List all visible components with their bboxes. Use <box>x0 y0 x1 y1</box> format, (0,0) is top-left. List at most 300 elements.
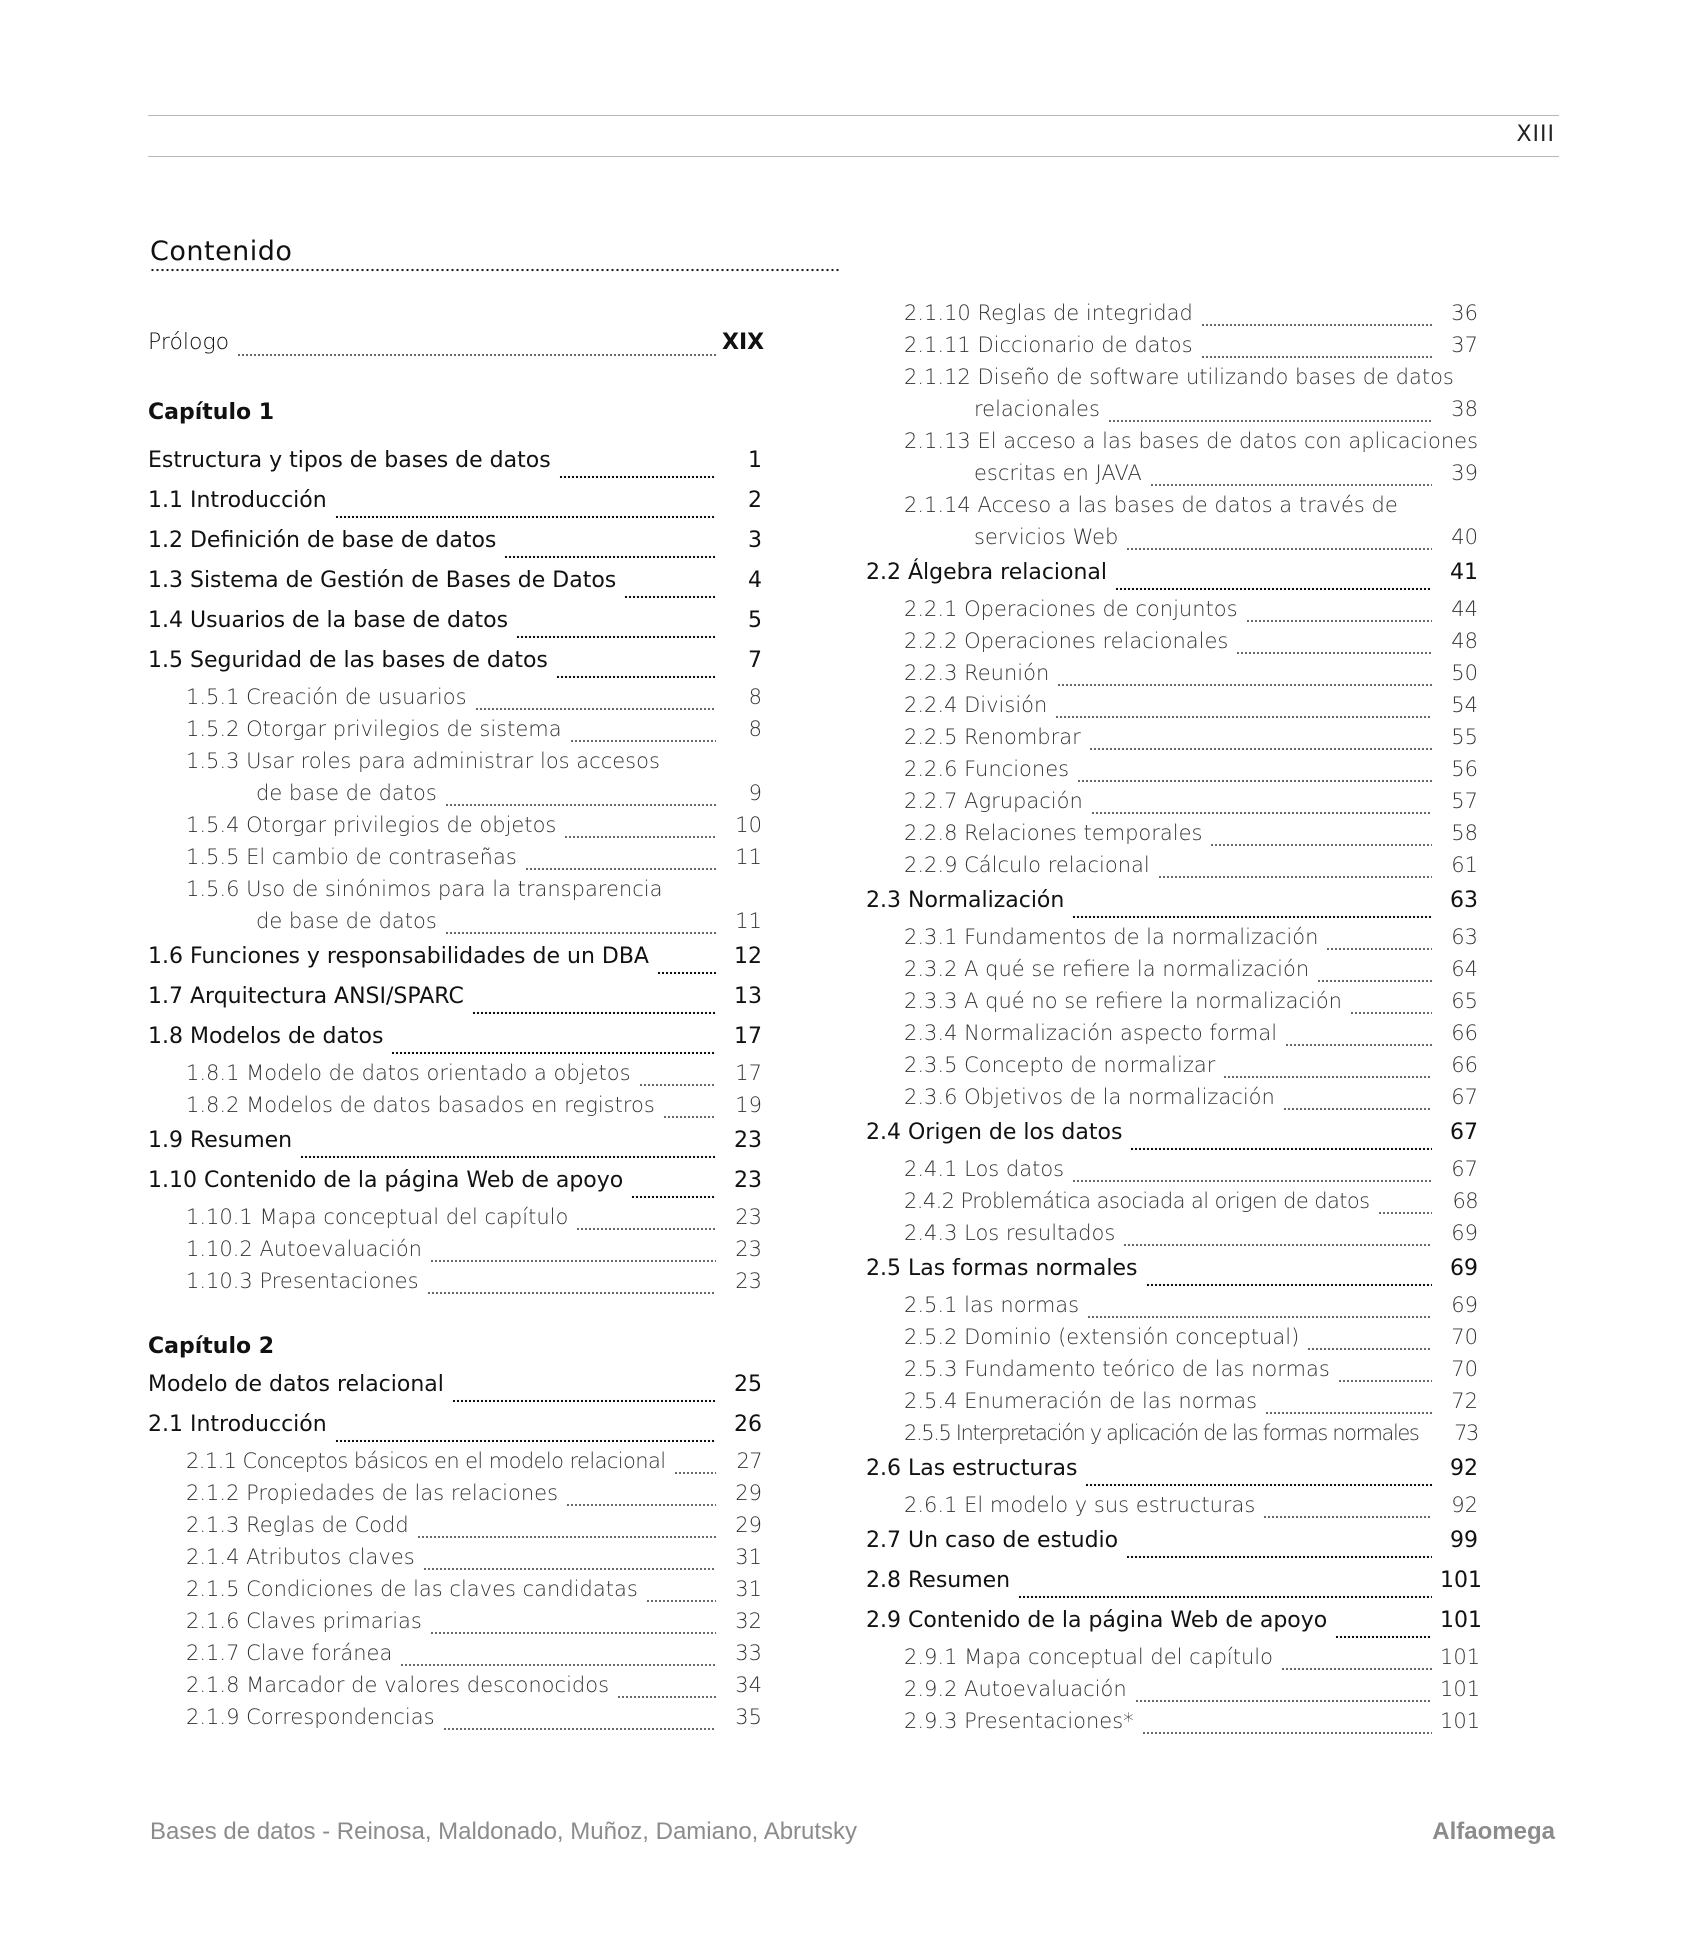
toc-entry[interactable] <box>866 489 1478 553</box>
toc-page: 40 <box>1451 525 1478 549</box>
dot-leader <box>1307 1333 1432 1353</box>
toc-entry[interactable] <box>148 601 762 641</box>
dot-leader <box>674 1457 717 1477</box>
toc-page: 38 <box>1451 397 1478 421</box>
dot-leader <box>1087 1301 1432 1321</box>
toc-label: 2.2 Álgebra relacional <box>866 560 1108 585</box>
toc-page: 70 <box>1451 1325 1478 1349</box>
chapter-2-heading: Capítulo 2 <box>148 1334 275 1359</box>
dot-leader <box>624 581 716 601</box>
toc-entry[interactable] <box>866 1641 1481 1673</box>
toc-page: 10 <box>735 813 762 837</box>
toc-label: 2.2.1 Operaciones de conjuntos <box>904 597 1238 621</box>
dot-leader <box>1091 797 1432 817</box>
toc-entry[interactable] <box>148 745 762 809</box>
toc-label: 1.8 Modelos de datos <box>148 1024 384 1049</box>
toc-right-column <box>866 297 1482 1737</box>
toc-label: 1.10.1 Mapa conceptual del capítulo <box>186 1205 569 1229</box>
toc-page: 25 <box>734 1372 762 1397</box>
toc-page: 39 <box>1451 461 1478 485</box>
toc-label: 2.2.3 Reunión <box>904 661 1050 685</box>
toc-entry[interactable] <box>866 881 1478 921</box>
toc-label: 2.4.2 Problemática asociada al origen de datos <box>904 1189 1370 1213</box>
toc-page: XIX <box>722 330 765 355</box>
toc-page: 69 <box>1451 1221 1478 1245</box>
toc-page: 34 <box>735 1673 762 1697</box>
toc-page: 92 <box>1450 1456 1478 1481</box>
dot-leader <box>1210 829 1432 849</box>
toc-label: 2.1.2 Propiedades de las relaciones <box>186 1481 559 1505</box>
toc-entry[interactable] <box>866 297 1478 329</box>
toc-label: 1.5.1 Creación de usuarios <box>186 685 467 709</box>
toc-page: 31 <box>735 1545 762 1569</box>
dot-leader <box>1077 765 1432 785</box>
dot-leader <box>445 917 716 937</box>
toc-page: 99 <box>1450 1528 1478 1553</box>
toc-page: 11 <box>735 909 762 933</box>
dot-leader <box>1201 309 1432 329</box>
dot-leader <box>1246 605 1432 625</box>
toc-label: 2.1.9 Correspondencias <box>186 1705 435 1729</box>
dot-leader <box>1108 405 1432 425</box>
toc-entry[interactable] <box>148 1265 762 1297</box>
dot-leader <box>335 501 716 521</box>
toc-label: 2.1.8 Marcador de valores desconocidos <box>186 1673 610 1697</box>
toc-label: 2.5.1 las normas <box>904 1293 1080 1317</box>
dot-leader <box>423 1553 716 1573</box>
toc-page: 8 <box>748 717 762 741</box>
toc-label: 2.6.1 El modelo y sus estructuras <box>904 1493 1256 1517</box>
toc-label: 2.3.1 Fundamentos de la normalización <box>904 925 1319 949</box>
toc-entry[interactable] <box>866 689 1478 721</box>
toc-page: 48 <box>1451 629 1478 653</box>
toc-entry[interactable] <box>866 361 1478 425</box>
toc-entry[interactable] <box>866 753 1478 785</box>
toc-entry[interactable] <box>866 921 1478 953</box>
dot-leader <box>1115 573 1432 593</box>
toc-entry[interactable] <box>148 521 762 561</box>
toc-entry[interactable] <box>148 809 762 841</box>
toc-page: 92 <box>1451 1493 1478 1517</box>
toc-page: 44 <box>1451 597 1478 621</box>
toc-page: 101 <box>1440 1568 1482 1593</box>
toc-entry[interactable] <box>866 1417 1478 1449</box>
toc-entry[interactable] <box>148 841 762 873</box>
toc-label: 2.4 Origen de los datos <box>866 1120 1123 1145</box>
dot-leader <box>1126 533 1432 553</box>
toc-entry[interactable] <box>148 641 762 681</box>
toc-page: 35 <box>735 1705 762 1729</box>
toc-label: 1.1 Introducción <box>148 488 327 513</box>
toc-label: 1.4 Usuarios de la base de datos <box>148 608 509 633</box>
toc-label: 1.6 Funciones y responsabilidades de un DBA <box>148 944 649 969</box>
toc-entry[interactable] <box>866 1385 1478 1417</box>
toc-page: 101 <box>1440 1608 1482 1633</box>
toc-entry[interactable] <box>866 785 1478 817</box>
toc-entry[interactable] <box>866 1153 1478 1185</box>
toc-label: 2.9.1 Mapa conceptual del capítulo <box>904 1645 1273 1669</box>
toc-label: 1.5.6 Uso de sinónimos para la transparencia <box>186 877 663 901</box>
toc-label: 2.1.7 Clave foránea <box>186 1641 393 1665</box>
dot-leader <box>570 725 716 745</box>
toc-label: 2.5.5 Interpretación y aplicación de las formas normales <box>904 1421 1419 1445</box>
toc-page: 64 <box>1451 957 1478 981</box>
dot-leader <box>1085 1469 1432 1489</box>
dot-leader <box>1055 701 1432 721</box>
toc-page: 66 <box>1451 1021 1478 1045</box>
toc-label: 2.5.3 Fundamento teórico de las normas <box>904 1357 1330 1381</box>
dot-leader <box>1130 1133 1432 1153</box>
toc-label: 2.1.14 Acceso a las bases de datos a través de <box>904 493 1398 517</box>
toc-page: 37 <box>1451 333 1478 357</box>
toc-entry[interactable] <box>148 561 762 601</box>
dot-leader <box>391 1037 716 1057</box>
toc-label: 1.8.1 Modelo de datos orientado a objetos <box>186 1061 631 1085</box>
toc-page: 58 <box>1451 821 1478 845</box>
toc-page: 1 <box>748 448 762 473</box>
toc-page: 17 <box>734 1024 762 1049</box>
toc-entry[interactable] <box>866 1113 1478 1153</box>
toc-page: 13 <box>734 984 762 1009</box>
toc-label: 1.5 Seguridad de las bases de datos <box>148 648 548 673</box>
dot-leader <box>430 1245 716 1265</box>
toc-label: Modelo de datos relacional <box>148 1372 444 1397</box>
toc-entry[interactable] <box>866 1217 1478 1249</box>
toc-page: 73 <box>1454 1421 1478 1445</box>
toc-label: de base de datos <box>256 909 437 933</box>
toc-entry[interactable] <box>148 1573 762 1605</box>
toc-entry[interactable] <box>866 1673 1481 1705</box>
toc-page: 55 <box>1451 725 1478 749</box>
toc-label: relacionales <box>974 397 1100 421</box>
dot-leader <box>1146 1269 1433 1289</box>
toc-entry[interactable] <box>866 553 1478 593</box>
toc-label: 1.10.2 Autoevaluación <box>186 1237 422 1261</box>
toc-entry[interactable] <box>148 1637 762 1669</box>
dot-leader <box>1350 997 1432 1017</box>
toc-entry[interactable] <box>866 625 1478 657</box>
toc-page: 57 <box>1451 789 1478 813</box>
dot-leader <box>417 1521 716 1541</box>
dot-leader <box>663 1101 716 1121</box>
toc-label: de base de datos <box>256 781 437 805</box>
dot-leader <box>1142 1717 1432 1737</box>
toc-entry[interactable] <box>148 1605 762 1637</box>
toc-label-continuation <box>186 905 762 937</box>
toc-page: 32 <box>735 1609 762 1633</box>
toc-label: 2.1.3 Reglas de Codd <box>186 1513 409 1537</box>
toc-entry[interactable] <box>866 1521 1478 1561</box>
toc-page: 27 <box>736 1449 762 1473</box>
toc-label: 2.2.2 Operaciones relacionales <box>904 629 1229 653</box>
toc-page: 23 <box>735 1237 762 1261</box>
dot-leader <box>1135 1685 1432 1705</box>
toc-page: 101 <box>1440 1677 1481 1701</box>
toc-page: 33 <box>735 1641 762 1665</box>
dot-leader <box>300 1141 716 1161</box>
toc-label: 2.7 Un caso de estudio <box>866 1528 1119 1553</box>
toc-entry-prologo[interactable] <box>148 327 765 359</box>
dot-leader <box>1057 669 1432 689</box>
dot-leader <box>472 997 716 1017</box>
dot-leader <box>445 789 716 809</box>
toc-label-continuation <box>186 777 762 809</box>
toc-entry[interactable] <box>866 329 1478 361</box>
toc-entry[interactable] <box>148 681 762 713</box>
toc-entry[interactable] <box>148 441 762 481</box>
toc-page: 4 <box>748 568 762 593</box>
dot-leader <box>566 1489 716 1509</box>
toc-label: 1.10 Contenido de la página Web de apoyo <box>148 1168 624 1193</box>
toc-label: 2.2.8 Relaciones temporales <box>904 821 1203 845</box>
toc-page: 19 <box>735 1093 762 1117</box>
toc-entry[interactable] <box>866 849 1478 881</box>
toc-left-column <box>148 327 765 1733</box>
toc-page: 41 <box>1450 560 1478 585</box>
toc-label: 2.9.2 Autoevaluación <box>904 1677 1127 1701</box>
toc-entry[interactable] <box>148 1509 762 1541</box>
toc-page: 70 <box>1451 1357 1478 1381</box>
toc-entry[interactable] <box>148 873 762 937</box>
toc-label: 1.5.5 El cambio de contraseñas <box>186 845 517 869</box>
dot-leader <box>1263 1501 1432 1521</box>
toc-label: Prólogo <box>148 330 230 355</box>
dot-leader <box>443 1713 716 1733</box>
spacer <box>148 1297 762 1329</box>
toc-entry[interactable] <box>148 1057 762 1089</box>
toc-entry[interactable] <box>866 1049 1478 1081</box>
toc-page: 9 <box>748 781 762 805</box>
dot-leader <box>617 1681 716 1701</box>
toc-label: 2.9.3 Presentaciones* <box>904 1709 1134 1733</box>
toc-entry[interactable] <box>148 977 762 1017</box>
toc-entry[interactable] <box>866 1289 1478 1321</box>
toc-page: 67 <box>1450 1120 1478 1145</box>
toc-entry[interactable] <box>148 1089 762 1121</box>
toc-label: 2.2.9 Cálculo relacional <box>904 853 1150 877</box>
toc-entry[interactable] <box>148 1017 762 1057</box>
dot-leader <box>1072 1165 1432 1185</box>
toc-page: 7 <box>748 648 762 673</box>
spacer <box>148 359 762 395</box>
toc-label: 2.9 Contenido de la página Web de apoyo <box>866 1608 1328 1633</box>
toc-page: 101 <box>1440 1645 1481 1669</box>
dot-leader <box>1335 1621 1432 1641</box>
toc-entry[interactable] <box>866 1353 1478 1385</box>
toc-label: 1.2 Definición de base de datos <box>148 528 497 553</box>
toc-label-continuation <box>904 457 1478 489</box>
dot-leader <box>430 1617 716 1637</box>
toc-entry[interactable] <box>148 1233 762 1265</box>
header-rule-top <box>148 115 1559 116</box>
dot-leader <box>1126 1541 1432 1561</box>
toc-page: 69 <box>1451 1293 1478 1317</box>
dot-leader <box>1281 1653 1432 1673</box>
toc-label: 2.1.11 Diccionario de datos <box>904 333 1193 357</box>
dot-leader <box>1236 637 1432 657</box>
toc-page: 65 <box>1451 989 1478 1013</box>
toc-label: 2.3.6 Objetivos de la normalización <box>904 1085 1275 1109</box>
toc-entry[interactable] <box>866 1449 1478 1489</box>
toc-entry[interactable] <box>866 985 1478 1017</box>
toc-entry[interactable] <box>148 1121 762 1161</box>
dot-leader <box>1285 1029 1432 1049</box>
toc-label: 2.1.1 Conceptos básicos en el modelo relacional <box>186 1449 666 1473</box>
dot-leader <box>1283 1093 1432 1113</box>
toc-entry[interactable] <box>866 1017 1478 1049</box>
toc-page: 23 <box>734 1168 762 1193</box>
toc-page: 17 <box>735 1061 762 1085</box>
page-number: XIII <box>1516 122 1555 147</box>
dot-leader <box>335 1425 716 1445</box>
toc-entry[interactable] <box>866 1489 1478 1521</box>
toc-entry[interactable] <box>866 1601 1482 1641</box>
toc-page: 12 <box>734 944 762 969</box>
toc-label: 1.3 Sistema de Gestión de Bases de Datos <box>148 568 617 593</box>
dot-leader <box>1201 341 1432 361</box>
dot-leader <box>576 1213 716 1233</box>
dot-leader <box>516 621 716 641</box>
toc-entry[interactable] <box>148 713 762 745</box>
chapter-1-heading: Capítulo 1 <box>148 400 275 425</box>
toc-entry[interactable] <box>866 721 1478 753</box>
toc-label: 1.5.4 Otorgar privilegios de objetos <box>186 813 557 837</box>
toc-label: 2.3.3 A qué no se refiere la normalización <box>904 989 1342 1013</box>
dot-leader <box>427 1277 716 1297</box>
toc-entry[interactable] <box>148 1365 762 1405</box>
footer-publisher: Alfaomega <box>1432 1818 1555 1845</box>
toc-page: 5 <box>748 608 762 633</box>
dot-leader <box>564 821 716 841</box>
toc-label: 2.2.6 Funciones <box>904 757 1070 781</box>
toc-label: 2.1.10 Reglas de integridad <box>904 301 1193 325</box>
dot-leader <box>237 339 718 359</box>
spacer <box>148 431 762 441</box>
dot-leader <box>1422 1429 1436 1449</box>
toc-entry[interactable] <box>148 1669 762 1701</box>
toc-page: 54 <box>1451 693 1478 717</box>
toc-page: 23 <box>735 1269 762 1293</box>
toc-label: 2.1.13 El acceso a las bases de datos con aplicaciones <box>904 429 1479 453</box>
toc-label: 1.10.3 Presentaciones <box>186 1269 419 1293</box>
toc-label: 2.1.12 Diseño de software utilizando bases de datos <box>904 365 1454 389</box>
toc-page: 69 <box>1450 1256 1478 1281</box>
toc-page: 29 <box>735 1481 762 1505</box>
footer-book-title: Bases de datos - Reinosa, Maldonado, Muñoz, Damiano, Abrutsky <box>150 1818 858 1845</box>
dot-leader <box>1018 1581 1432 1601</box>
toc-page: 26 <box>734 1412 762 1437</box>
dot-leader <box>1158 861 1432 881</box>
toc-entry[interactable] <box>148 481 762 521</box>
toc-page: 67 <box>1451 1085 1478 1109</box>
toc-page: 29 <box>735 1513 762 1537</box>
dot-leader <box>1265 1397 1432 1417</box>
toc-label: 1.7 Arquitectura ANSI/SPARC <box>148 984 464 1009</box>
toc-entry[interactable] <box>866 593 1478 625</box>
toc-page: 101 <box>1440 1709 1481 1733</box>
dot-leader <box>1223 1061 1432 1081</box>
dot-leader <box>657 957 716 977</box>
toc-label: 2.6 Las estructuras <box>866 1456 1078 1481</box>
dot-leader <box>1072 901 1432 921</box>
toc-label: 2.1.6 Claves primarias <box>186 1609 422 1633</box>
toc-label: 2.3 Normalización <box>866 888 1065 913</box>
toc-label: 2.1.5 Condiciones de las claves candidatas <box>186 1577 638 1601</box>
dot-leader <box>1317 965 1432 985</box>
toc-entry[interactable] <box>148 1477 762 1509</box>
dot-leader <box>559 461 716 481</box>
toc-page: 31 <box>735 1577 762 1601</box>
toc-label-continuation <box>904 393 1478 425</box>
dot-leader <box>475 693 716 713</box>
toc-page: 63 <box>1451 925 1478 949</box>
toc-label: Estructura y tipos de bases de datos <box>148 448 551 473</box>
toc-label: 1.9 Resumen <box>148 1128 293 1153</box>
dot-leader <box>1326 933 1432 953</box>
toc-label: servicios Web <box>974 525 1119 549</box>
toc-entry[interactable] <box>148 1445 762 1477</box>
toc-label: 1.5.2 Otorgar privilegios de sistema <box>186 717 562 741</box>
toc-page: 66 <box>1451 1053 1478 1077</box>
dot-leader <box>639 1069 716 1089</box>
dot-leader <box>1123 1229 1432 1249</box>
toc-label: 2.3.4 Normalización aspecto formal <box>904 1021 1278 1045</box>
toc-label: 2.4.3 Los resultados <box>904 1221 1116 1245</box>
toc-label-continuation <box>904 521 1478 553</box>
toc-entry[interactable] <box>866 425 1478 489</box>
toc-label: 1.8.2 Modelos de datos basados en registros <box>186 1093 655 1117</box>
toc-label: 1.5.3 Usar roles para administrar los accesos <box>186 749 660 773</box>
toc-label: escritas en JAVA <box>974 461 1142 485</box>
dot-leader <box>1338 1365 1432 1385</box>
toc-page: 56 <box>1451 757 1478 781</box>
toc-entry[interactable] <box>866 1249 1478 1289</box>
toc-page: 23 <box>734 1128 762 1153</box>
toc-entry[interactable] <box>148 1201 762 1233</box>
toc-page: 63 <box>1450 888 1478 913</box>
toc-entry[interactable] <box>148 1701 762 1733</box>
toc-entry[interactable] <box>866 657 1478 689</box>
dot-leader <box>452 1385 716 1405</box>
title-dotted-rule <box>150 268 840 272</box>
toc-entry[interactable] <box>148 1541 762 1573</box>
toc-label: 2.1 Introducción <box>148 1412 327 1437</box>
toc-entry[interactable] <box>866 1081 1478 1113</box>
toc-entry[interactable] <box>866 1185 1478 1217</box>
toc-page: 67 <box>1451 1157 1478 1181</box>
section-title: Contenido <box>150 236 293 267</box>
toc-label: 2.5.2 Dominio (extensión conceptual) <box>904 1325 1300 1349</box>
toc-label: 2.2.7 Agrupación <box>904 789 1083 813</box>
toc-entry[interactable] <box>148 1405 762 1445</box>
toc-entry[interactable] <box>866 1561 1482 1601</box>
toc-page: 68 <box>1452 1189 1478 1213</box>
toc-label: 2.3.5 Concepto de normalizar <box>904 1053 1216 1077</box>
toc-page: 11 <box>735 845 762 869</box>
toc-entry[interactable] <box>148 937 762 977</box>
toc-label: 2.3.2 A qué se refiere la normalización <box>904 957 1310 981</box>
dot-leader <box>1378 1197 1432 1217</box>
toc-entry[interactable] <box>866 1705 1481 1737</box>
toc-entry[interactable] <box>866 953 1478 985</box>
toc-entry[interactable] <box>866 1321 1478 1353</box>
toc-label: 2.4.1 Los datos <box>904 1157 1065 1181</box>
toc-entry[interactable] <box>866 817 1478 849</box>
toc-entry[interactable] <box>148 1161 762 1201</box>
toc-page: 8 <box>748 685 762 709</box>
toc-page: 3 <box>748 528 762 553</box>
header-rule-bottom <box>148 156 1559 157</box>
